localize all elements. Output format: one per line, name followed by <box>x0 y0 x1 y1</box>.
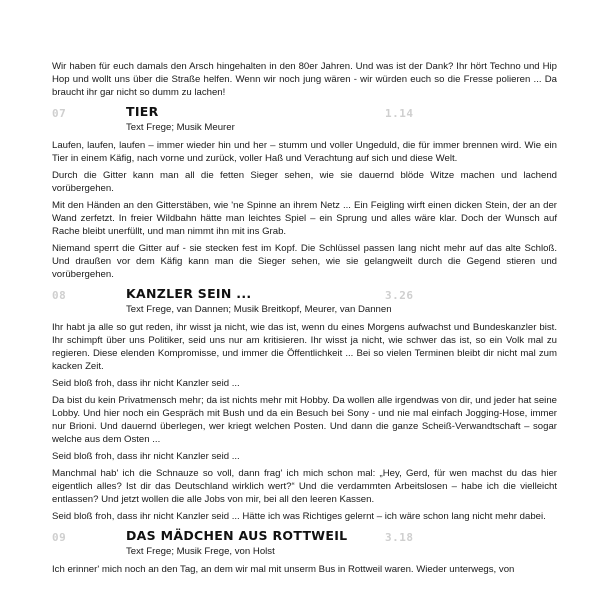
lyrics-paragraph: Ich erinner' mich noch an den Tag, an dem wir mal mit unserm Bus in Rottweil waren. Wieder unterwegs, von <box>52 564 515 575</box>
lyrics-refrain: Seid bloß froh, dass ihr nicht Kanzler seid ... <box>52 378 240 389</box>
song-header <box>52 288 557 303</box>
lyrics-paragraph: Niemand sperrt die Gitter auf - sie stecken fest im Kopf. Die Schlüssel passen lang nicht mehr auf das alte Schloß. Und draußen vor dem Käfig kann man die Sieger sehen, wie sie gelangweilt durch die Gegend stieren und vorübergehen. <box>52 243 557 280</box>
song-title: KANZLER SEIN ... <box>126 286 252 301</box>
song-credits: Text Frege; Musik Frege, von Holst <box>126 546 275 557</box>
track-number: 08 <box>52 289 67 302</box>
track-duration: 3.18 <box>385 531 414 544</box>
lyrics-paragraph: Ihr habt ja alle so gut reden, ihr wisst ja nicht, wie das ist, wenn du eines Morgens aufwachst und Bundeskanzler bist. Ihr schimpft über uns Politiker, seid uns nur am kritisieren. Ihr wisst ja nicht, wie schwer das ist, so ein Volk mal zu regieren. Diese elenden Kompromisse, und immer die Öffentlichkeit ... Bei so vielen Terminen bleibt dir nicht mal zum kacken Zeit. <box>52 322 557 372</box>
track-number: 07 <box>52 107 67 120</box>
song-kanzler-sein <box>52 288 557 523</box>
lyrics-refrain: Seid bloß froh, dass ihr nicht Kanzler seid ... Hätte ich was Richtiges gelernt – ich wäre schon lang nicht mehr dabei. <box>52 511 546 522</box>
song-tier <box>52 106 557 281</box>
song-das-maedchen-aus-rottweil <box>52 530 557 576</box>
song-credits: Text Frege, van Dannen; Musik Breitkopf, Meurer, van Dannen <box>126 304 392 315</box>
lyrics-paragraph: Da bist du kein Privatmensch mehr; da ist nichts mehr mit Hobby. Da wollen alle irgendwas von dir, und jeder hat seine Lobby. Und hier noch ein Gespräch mit Bush und da ein Besuch bei Sony - und nie mal einfach Jogging-Hose, immer nur Brioni. Und dauernd überlegen, wer kriegt welchen Posten. Und dann die ganze Scheiß-Verwandtschaft – sogar welche aus dem Osten ... <box>52 395 557 445</box>
song-title: TIER <box>126 104 159 119</box>
track-duration: 3.26 <box>385 289 414 302</box>
lyrics-paragraph: Laufen, laufen, laufen – immer wieder hin und her – stumm und voller Ungeduld, die für immer brennen wird. Wie ein Tier in einem Käfig, nach vorne und zurück, voller Haß und Verachtung auf sich und diese Welt. <box>52 140 557 164</box>
lyrics-refrain: Seid bloß froh, dass ihr nicht Kanzler seid ... <box>52 451 240 462</box>
lyrics-page <box>52 60 557 580</box>
lyrics-paragraph: Manchmal hab' ich die Schnauze so voll, dann frag' ich mich schon mal: „Hey, Gerd, für wen machst du das hier eigentlich alles? Ist dir das Deutschland wirklich wert?“ Und die verdammten Arbeitslosen – habe ich die vielleicht entlassen? Und jetzt wollen die alle Jobs von mir, bei all den leeren Kassen. <box>52 468 557 505</box>
lyrics-paragraph: Durch die Gitter kann man all die fetten Sieger sehen, wie sie dauernd blöde Witze machen und lachend vorübergehen. <box>52 170 557 194</box>
track-number: 09 <box>52 531 67 544</box>
lyrics-paragraph: Mit den Händen an den Gitterstäben, wie 'ne Spinne an ihrem Netz ... Ein Feigling wirft einen dicken Stein, der an der Wand zerfetzt. In freier Wildbahn hätte man leichtes Spiel – ein Sprung und alles wäre klar. Doch der Wunsch auf Rache bleibt unerfüllt, und man nimmt ihn mit ins Grab. <box>52 200 557 237</box>
song-title: DAS MÄDCHEN AUS ROTTWEIL <box>126 528 348 543</box>
song-credits: Text Frege; Musik Meurer <box>126 122 235 133</box>
song-header <box>52 530 557 545</box>
song-header <box>52 106 557 121</box>
intro-text: Wir haben für euch damals den Arsch hingehalten in den 80er Jahren. Und was ist der Dank? Ihr hört Techno und Hip Hop und wollt uns über die Straße helfen. Wenn wir noch jung wären - wir würden euch so die Fresse polieren ... Da braucht ihr gar nicht so dumm zu lachen! <box>52 61 557 98</box>
track-duration: 1.14 <box>385 107 414 120</box>
